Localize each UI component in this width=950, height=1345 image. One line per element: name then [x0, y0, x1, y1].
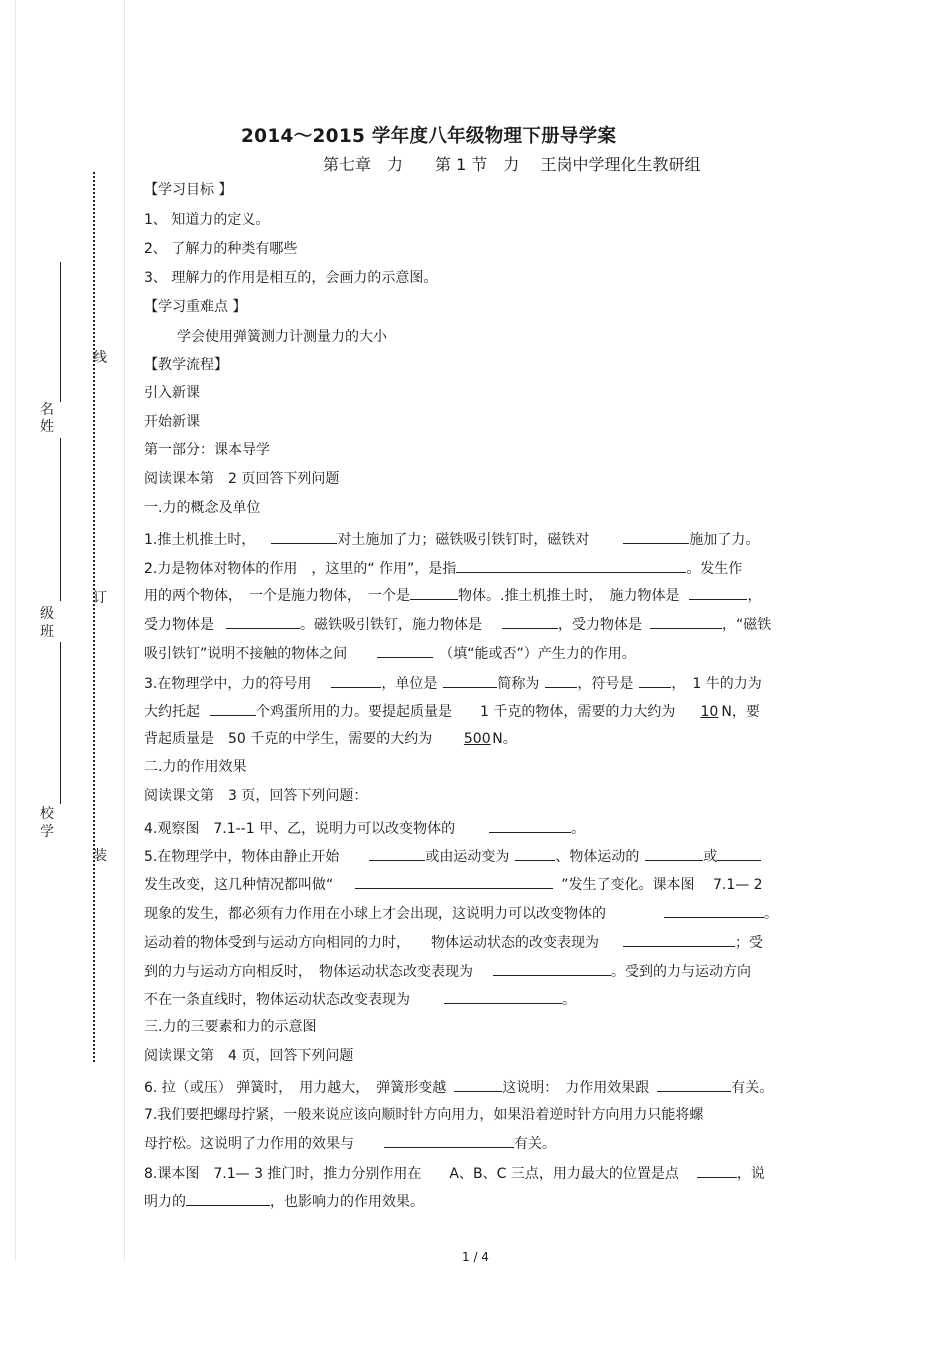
subsection-heading-three-elements: 三.力的三要素和力的示意图: [144, 1019, 317, 1035]
binding-label-xian: 线: [93, 350, 107, 366]
objective-1: 1、 知道力的定义。: [144, 212, 270, 228]
answer-blank[interactable]: [639, 672, 671, 688]
school-blank-line: [60, 642, 61, 804]
name-blank-line: [60, 262, 61, 402]
answer-blank[interactable]: [650, 613, 722, 629]
question-5-line-6: 不在一条直线时，物体运动状态改变表现为 。: [144, 988, 809, 1010]
answer-blank[interactable]: [623, 528, 689, 544]
class-label-1: 级: [40, 606, 54, 622]
question-2-line-2: 用的两个物体， 一个是施力物体， 一个是 物体。.推土机推土时， 施力物体是 ，: [144, 584, 809, 606]
answer-blank[interactable]: [454, 1076, 502, 1092]
answer-value-500: 500: [463, 731, 491, 747]
question-5-line-4: 运动着的物体受到与运动方向相同的力时， 物体运动状态的改变表现为 ；受: [144, 931, 809, 953]
answer-blank[interactable]: [717, 845, 761, 861]
question-2-line-4: 吸引铁钉”说明不接触的物体之间 （填“能或否”）产生力的作用。: [144, 642, 809, 664]
answer-blank[interactable]: [697, 1162, 737, 1178]
answer-blank[interactable]: [456, 557, 686, 573]
question-2-line-1: 2.力是物体对物体的作用 ，这里的“ 作用”，是指 。发生作: [144, 557, 809, 579]
answer-blank[interactable]: [369, 845, 425, 861]
question-7-line-2: 母拧松。这说明了力作用的效果与 有关。: [144, 1132, 809, 1154]
binding-dotted-line: [93, 172, 95, 1062]
answer-blank[interactable]: [545, 672, 577, 688]
answer-blank[interactable]: [384, 1132, 514, 1148]
answer-blank[interactable]: [377, 642, 433, 658]
question-3-line-2: 大约托起 个鸡蛋所用的力。要提起质量是 1 千克的物体，需要的力大约为 10 N，要: [144, 700, 809, 722]
answer-blank[interactable]: [664, 902, 764, 918]
answer-blank[interactable]: [355, 873, 553, 889]
class-blank-line: [60, 438, 61, 601]
objective-2: 2、 了解力的种类有哪些: [144, 241, 298, 257]
question-6: 6. 拉（或压） 弹簧时， 用力越大， 弹簧形变越 这说明： 力作用效果跟 有关。: [144, 1076, 809, 1098]
question-4: 4.观察图 7.1--1 甲、乙，说明力可以改变物体的 。: [144, 817, 809, 839]
part-one-heading: 第一部分：课本导学: [144, 442, 270, 458]
question-1: 1.推土机推土时， 对土施加了力；磁铁吸引铁钉时，磁铁对 施加了力。: [144, 528, 809, 550]
step-intro-lesson: 引入新课: [144, 385, 200, 401]
answer-blank[interactable]: [271, 528, 337, 544]
answer-blank[interactable]: [515, 845, 555, 861]
section-heading-process: 【教学流程】: [144, 357, 228, 373]
answer-blank[interactable]: [489, 817, 571, 833]
answer-value-10: 10: [700, 704, 719, 720]
name-label-2: 姓: [40, 419, 54, 435]
question-7-line-1: 7.我们要把螺母拧紧，一般来说应该向顺时针方向用力，如果沿着逆时针方向用力只能将螺: [144, 1107, 704, 1123]
answer-blank[interactable]: [623, 931, 735, 947]
binding-label-zhuang: 装: [93, 848, 107, 864]
subsection-heading-concept: 一.力的概念及单位: [144, 500, 261, 516]
question-5-line-1: 5.在物理学中，物体由静止开始 或由运动变为 、物体运动的 或: [144, 845, 809, 867]
answer-blank[interactable]: [226, 613, 300, 629]
answer-blank[interactable]: [645, 845, 703, 861]
document-subtitle: 第七章 力 第 1 节 力 王岗中学理化生教研组: [323, 155, 701, 174]
page-number: 1 / 4: [462, 1250, 489, 1264]
answer-blank[interactable]: [186, 1190, 270, 1206]
document-title: 2014～2015 学年度八年级物理下册导学案: [241, 126, 617, 147]
answer-blank[interactable]: [657, 1076, 731, 1092]
question-5-line-2: 发生改变，这几种情况都叫做“ ”发生了变化。课本图 7.1— 2: [144, 873, 809, 895]
page-edge-left: [15, 0, 16, 1260]
step-start-lesson: 开始新课: [144, 414, 200, 430]
question-5-line-3: 现象的发生，都必须有力作用在小球上才会出现，这说明力可以改变物体的 。: [144, 902, 809, 924]
section-heading-key-points: 【学习重难点 】: [144, 299, 247, 315]
reading-instruction-p3: 阅读课文第 3 页，回答下列问题：: [144, 788, 368, 804]
school-label-2: 学: [40, 824, 54, 840]
reading-instruction-p2: 阅读课本第 2 页回答下列问题: [144, 471, 340, 487]
page-edge-inner: [124, 0, 125, 1260]
answer-blank[interactable]: [493, 960, 611, 976]
binding-label-ding: 订: [93, 590, 107, 606]
key-point-text: 学会使用弹簧测力计测量力的大小: [177, 329, 387, 345]
question-5-line-5: 到的力与运动方向相反时， 物体运动状态改变表现为 。受到的力与运动方向: [144, 960, 809, 982]
answer-blank[interactable]: [331, 672, 381, 688]
school-label-1: 校: [40, 806, 54, 822]
answer-blank[interactable]: [444, 988, 562, 1004]
answer-blank[interactable]: [410, 584, 458, 600]
question-2-line-3: 受力物体是 。磁铁吸引铁钉，施力物体是 ，受力物体是 ，“磁铁: [144, 613, 809, 635]
class-label-2: 班: [40, 624, 54, 640]
question-8-line-1: 8.课本图 7.1— 3 推门时，推力分别作用在 A、B、C 三点，用力最大的位置是点 ，说: [144, 1162, 809, 1184]
objective-3: 3、 理解力的作用是相互的，会画力的示意图。: [144, 270, 438, 286]
subsection-heading-effects: 二.力的作用效果: [144, 759, 247, 775]
reading-instruction-p4: 阅读课文第 4 页，回答下列问题: [144, 1048, 354, 1064]
question-8-line-2: 明力的 ，也影响力的作用效果。: [144, 1190, 809, 1212]
question-3-line-1: 3.在物理学中，力的符号用 ，单位是 简称为 ，符号是 ， 1 牛的力为: [144, 672, 809, 694]
question-3-line-3: 背起质量是 50 千克的中学生，需要的大约为 500 N。: [144, 731, 517, 747]
answer-blank[interactable]: [443, 672, 497, 688]
answer-blank[interactable]: [689, 584, 747, 600]
answer-blank[interactable]: [210, 700, 256, 716]
name-label-1: 名: [40, 402, 54, 418]
answer-blank[interactable]: [502, 613, 558, 629]
section-heading-objectives: 【学习目标 】: [144, 182, 233, 198]
